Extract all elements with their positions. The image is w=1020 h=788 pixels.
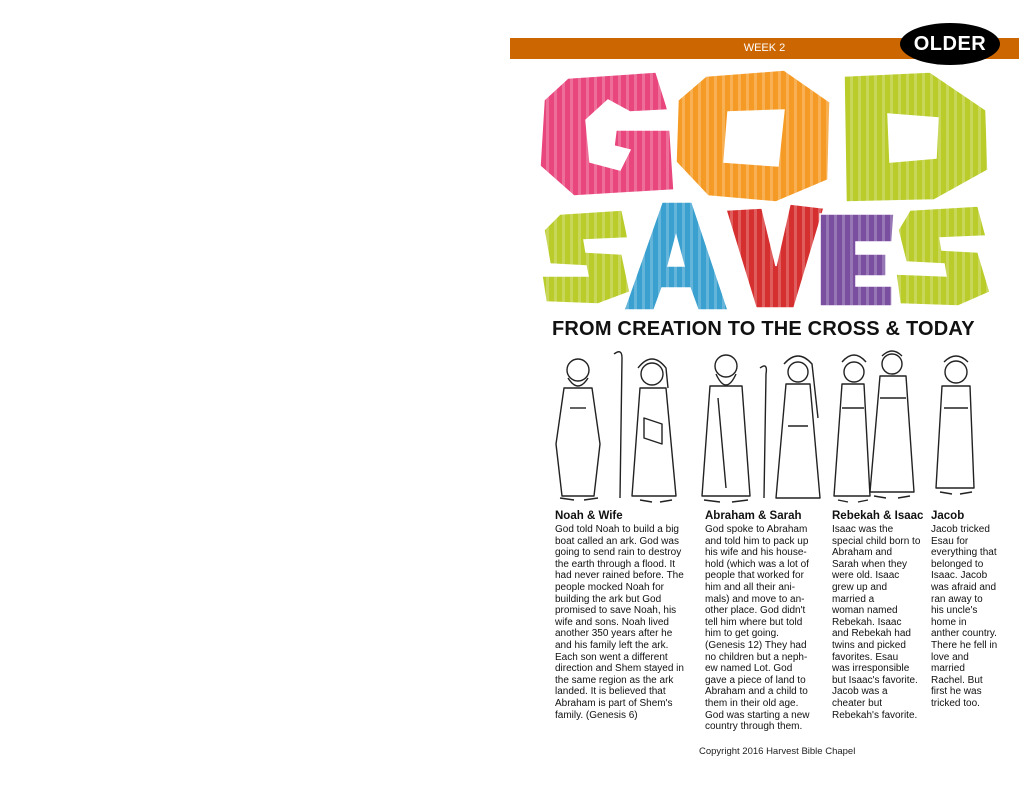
column-heading: Abraham & Sarah bbox=[705, 510, 802, 522]
column-jacob bbox=[931, 510, 1001, 710]
sarah-figure bbox=[776, 356, 820, 498]
title-letter-a bbox=[624, 202, 728, 310]
jacob-figure bbox=[936, 356, 974, 494]
title-letter-e bbox=[820, 214, 894, 306]
rebekah-figure bbox=[834, 355, 870, 502]
title-letter-d bbox=[844, 72, 988, 202]
title-letter-v bbox=[726, 204, 824, 308]
isaac-figure bbox=[870, 351, 914, 498]
column-text: Jacob tricked Esau for everything that belonged to Isaac. Jacob was afraid and ran away to his uncle's home in anther country. There he fell in love and married Rachel. But first he was tricked too. bbox=[931, 524, 998, 709]
god-saves-title bbox=[538, 70, 998, 315]
noah-wife-figure bbox=[632, 359, 676, 502]
week-label: WEEK 2 bbox=[743, 42, 786, 54]
bible-characters-illustration bbox=[548, 348, 988, 506]
older-badge: OLDER bbox=[900, 23, 1000, 65]
column-text: Isaac was the special child born to Abraham and Sarah when they were old. Isaac grew up and married a woman named Rebekah. Isaac and Rebekah had twins and picked favorites. Esau was irresponsible but Isaac's favorite. Jacob was a cheater but Rebekah's favorite. bbox=[832, 524, 921, 721]
column-noah-and-wife bbox=[555, 510, 695, 721]
column-heading: Noah & Wife bbox=[555, 510, 623, 522]
abraham-figure bbox=[702, 355, 766, 502]
column-heading: Jacob bbox=[931, 510, 965, 522]
column-rebekah-and-isaac bbox=[832, 510, 932, 721]
title-letter-g bbox=[540, 72, 674, 196]
title-letter-o bbox=[676, 70, 830, 202]
column-text: God spoke to Abraham and told him to pack up his wife and his house- hold (which was a lot of people that worked for him and all their ani- mals) and move to an- other place. God didn't tell him where but told him to get going. (Genesis 12) They had no children but a neph- ew named Lot. God gave a piece of land to Abraham and a child to them in their old age. God was starting a new country through them. bbox=[705, 524, 810, 733]
title-letter-s2 bbox=[896, 206, 990, 306]
copyright-text: Copyright 2016 Harvest Bible Chapel bbox=[699, 746, 856, 757]
title-subtitle: FROM CREATION TO THE CROSS & TODAY bbox=[552, 318, 975, 340]
noah-figure bbox=[556, 352, 622, 500]
column-heading: Rebekah & Isaac bbox=[832, 510, 924, 522]
column-abraham-and-sarah bbox=[705, 510, 825, 733]
column-text: God told Noah to build a big boat called an ark. God was going to send rain to destroy the earth through a flood. It had never rained before. The people mocked Noah for building the ark but God promised to save Noah, his wife and sons. Noah lived another 350 years after he and his family left the ark. Each son went a different direction and Shem stayed in the same region as the ark landed. It is believed that Abraham is part of Shem's family. (Genesis 6) bbox=[555, 524, 684, 721]
title-letter-s1 bbox=[542, 210, 630, 304]
